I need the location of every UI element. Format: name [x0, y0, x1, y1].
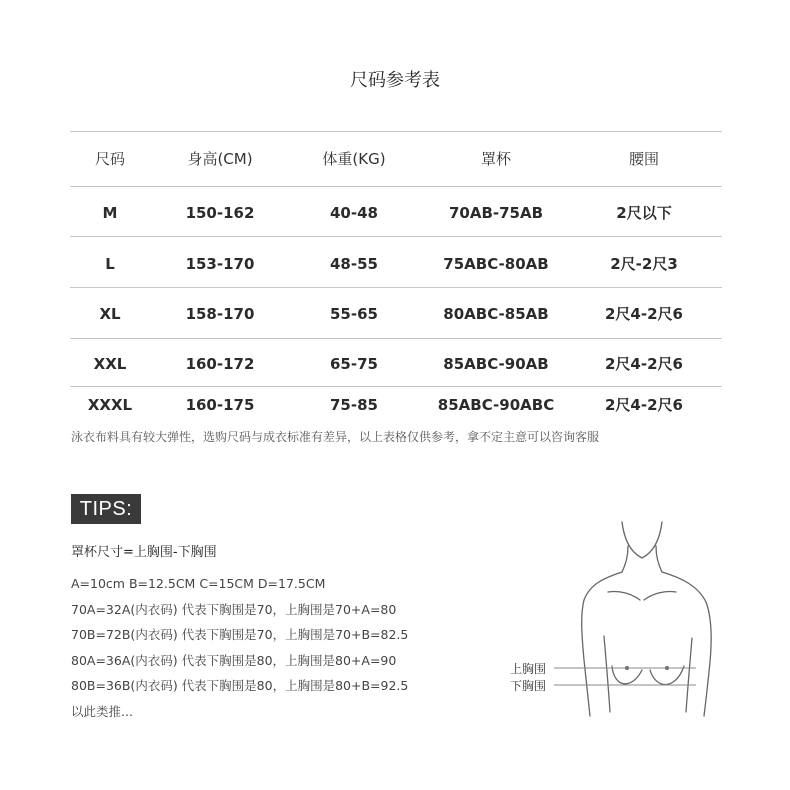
- header-size: 尺码: [94, 150, 125, 168]
- cell-height: 160-175: [185, 396, 255, 414]
- cell-weight: 65-75: [330, 355, 378, 373]
- cell-height: 160-172: [185, 355, 255, 373]
- tips-badge: TIPS:: [71, 494, 141, 524]
- row-divider: [70, 386, 722, 387]
- tip-line: 70A=32A(内衣码) 代表下胸围是70，上胸围是70+A=80: [71, 601, 397, 617]
- cell-size: XXL: [93, 355, 127, 373]
- cell-weight: 40-48: [330, 204, 378, 222]
- header-cup: 罩杯: [480, 150, 511, 168]
- table-header-row: [70, 144, 722, 174]
- tip-lines: [71, 574, 408, 728]
- cell-weight: 75-85: [330, 396, 378, 414]
- row-divider: [70, 338, 722, 339]
- table-top-rule: [70, 131, 722, 132]
- table-row: [70, 198, 722, 228]
- page-title: 尺码参考表: [350, 70, 440, 91]
- header-weight: 体重(KG): [322, 150, 386, 168]
- cell-height: 158-170: [185, 305, 255, 323]
- cell-size: M: [102, 204, 118, 222]
- cell-cup: 75ABC-80AB: [443, 255, 549, 273]
- row-divider: [70, 236, 722, 237]
- tip-line: 70B=72B(内衣码) 代表下胸围是70，上胸围是70+B=82.5: [71, 627, 409, 643]
- tip-line: 80A=36A(内衣码) 代表下胸围是80，上胸围是80+A=90: [71, 652, 397, 668]
- header-waist: 腰围: [628, 150, 659, 168]
- cell-size: XXXL: [87, 396, 133, 414]
- cell-height: 153-170: [185, 255, 255, 273]
- row-divider: [70, 287, 722, 288]
- cell-weight: 55-65: [330, 305, 378, 323]
- cell-weight: 48-55: [330, 255, 378, 273]
- cell-waist: 2尺以下: [616, 204, 672, 222]
- cell-waist: 2尺4-2尺6: [605, 305, 683, 323]
- lower-chest-label: 下胸围: [510, 679, 547, 693]
- table-row: [70, 349, 722, 379]
- tip-line: 80B=36B(内衣码) 代表下胸围是80，上胸围是80+B=92.5: [71, 678, 409, 694]
- row-divider: [70, 186, 722, 187]
- tip-line: A=10cm B=12.5CM C=15CM D=17.5CM: [71, 576, 326, 591]
- header-height: 身高(CM): [187, 150, 253, 168]
- tip-line: 以此类推...: [71, 703, 133, 719]
- cup-formula: 罩杯尺寸=上胸围-下胸围: [71, 545, 217, 560]
- cell-cup: 85ABC-90ABC: [437, 396, 555, 414]
- elasticity-note: 泳衣布料具有较大弹性，选购尺码与成衣标准有差异，以上表格仅供参考，拿不定主意可以咨询客服: [71, 430, 600, 444]
- cell-waist: 2尺-2尺3: [610, 255, 678, 273]
- torso-measurement-figure: [500, 520, 722, 720]
- upper-chest-label: 上胸围: [510, 662, 547, 676]
- table-row: [70, 390, 722, 420]
- table-row: [70, 249, 722, 279]
- cell-waist: 2尺4-2尺6: [605, 355, 683, 373]
- cell-waist: 2尺4-2尺6: [605, 396, 683, 414]
- cell-cup: 85ABC-90AB: [443, 355, 549, 373]
- cell-size: XL: [99, 305, 121, 323]
- cell-size: L: [105, 255, 115, 273]
- cell-cup: 80ABC-85AB: [443, 305, 549, 323]
- cell-height: 150-162: [185, 204, 255, 222]
- cell-cup: 70AB-75AB: [448, 204, 544, 222]
- table-row: [70, 299, 722, 329]
